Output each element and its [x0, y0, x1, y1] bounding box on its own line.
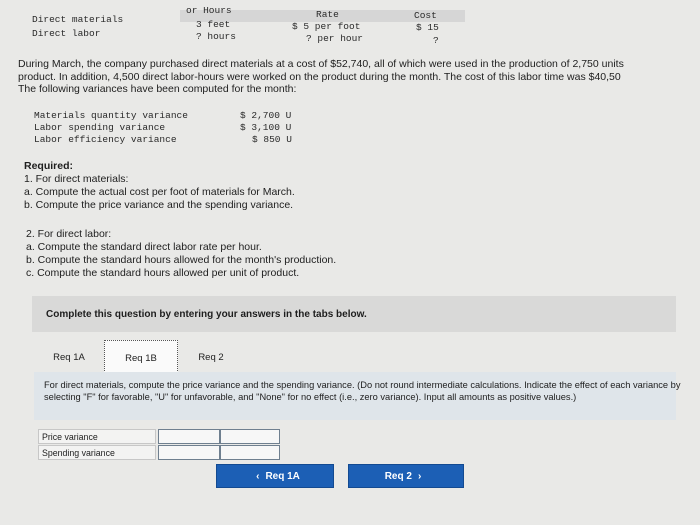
instruction-bar: [32, 296, 676, 332]
prev-button-label: Req 1A: [265, 470, 300, 482]
required-item: a. Compute the standard direct labor rate per hour.: [26, 241, 262, 253]
paragraph-line: The following variances have been computed for the month:: [18, 83, 297, 95]
chevron-left-icon: ‹: [256, 470, 260, 482]
cost-header: Cost: [414, 10, 437, 21]
variance-value: $ 850 U: [252, 134, 292, 145]
spending-variance-amount-input[interactable]: [158, 445, 220, 460]
row-labor-cost: ?: [433, 35, 439, 46]
required-section: [24, 160, 295, 212]
tab-req-1a[interactable]: Req 1A: [53, 351, 85, 363]
variance-label: Materials quantity variance: [34, 110, 188, 121]
panel-instructions: For direct materials, compute the price variance and the spending variance. (Do not round intermediate calculations. Indicate the effect of each variance by selecting "F" for favorable, "U" for unfavorable, and "None" for no effect (i.e., zero variance). Input all amounts as positive values.): [44, 380, 681, 402]
required-section-2: [26, 228, 336, 280]
chevron-right-icon: ›: [417, 470, 422, 482]
rate-header: Rate: [316, 9, 339, 20]
variance-label: Labor spending variance: [34, 122, 166, 133]
row-labor-rate: ? per hour: [306, 33, 364, 44]
tab-req-1b[interactable]: Req 1B: [104, 340, 178, 375]
row-materials-qty: 3 feet: [196, 19, 231, 30]
required-item: 1. For direct materials:: [24, 173, 129, 185]
prev-req-1a-button[interactable]: [216, 464, 334, 488]
price-variance-amount-input[interactable]: [158, 429, 220, 444]
variance-value: $ 2,700 U: [240, 110, 292, 121]
required-heading: Required:: [24, 160, 74, 172]
required-item: c. Compute the standard hours allowed per unit of product.: [26, 267, 300, 279]
spending-variance-label: Spending variance: [38, 445, 156, 460]
required-item: a. Compute the actual cost per foot of materials for March.: [24, 186, 295, 198]
required-item: b. Compute the standard hours allowed for the month's production.: [26, 254, 337, 266]
standards-table: [0, 0, 700, 50]
price-variance-label: Price variance: [38, 429, 156, 444]
variance-label: Labor efficiency variance: [34, 134, 177, 145]
required-item: 2. For direct labor:: [26, 228, 112, 240]
instruction-text: Complete this question by entering your answers in the tabs below.: [46, 308, 367, 320]
row-materials-cost: $ 15: [416, 22, 439, 33]
tab-req-2[interactable]: Req 2: [198, 351, 224, 363]
next-button-label: Req 2: [384, 470, 412, 482]
problem-paragraph: [18, 58, 700, 96]
row-materials-label: Direct materials: [32, 14, 124, 25]
price-variance-effect-select[interactable]: [220, 429, 280, 444]
paragraph-line: During March, the company purchased direct materials at a cost of $52,740, all of which were used in the production of 2,750 units: [18, 58, 624, 70]
spending-variance-effect-select[interactable]: [220, 445, 280, 460]
row-materials-rate: $ 5 per foot: [292, 21, 361, 32]
paragraph-line: product. In addition, 4,500 direct labor-hours were worked on the product during the month. The cost of this labor time was $40,50: [18, 70, 621, 83]
variance-value: $ 3,100 U: [240, 122, 292, 133]
row-labor-label: Direct labor: [32, 28, 101, 39]
next-req-2-button[interactable]: [348, 464, 464, 488]
required-item: b. Compute the price variance and the spending variance.: [24, 199, 294, 211]
hours-header: or Hours: [186, 5, 232, 16]
row-labor-qty: ? hours: [196, 31, 236, 42]
